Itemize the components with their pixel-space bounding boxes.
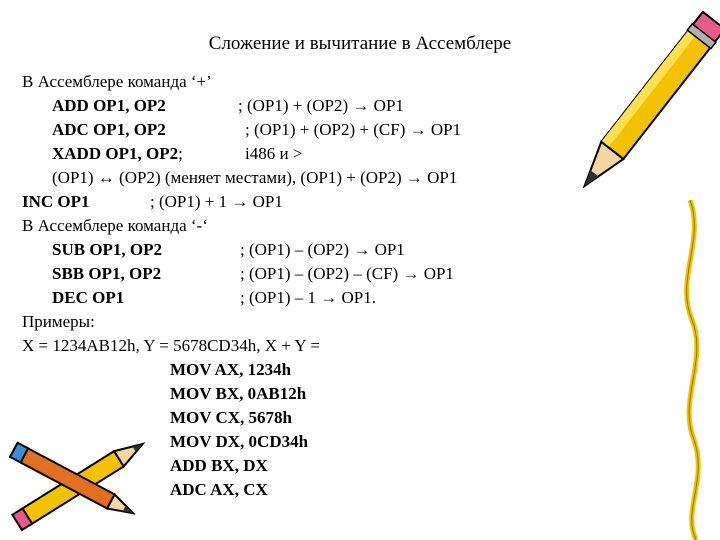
examples-heading: Примеры: xyxy=(22,312,95,331)
minus-intro: В Ассемблере команда ‘-‘ xyxy=(22,216,208,235)
code-line: MOV BX, 0AB12h xyxy=(170,384,307,403)
pencil-icon xyxy=(560,0,720,230)
slide-title: Сложение и вычитание в Ассемблере xyxy=(208,33,512,54)
add-command: ADD OP1, OP2 xyxy=(52,96,166,115)
plus-intro: В Ассемблере команда ‘+’ xyxy=(22,72,212,91)
adc-command: ADC OP1, OP2 xyxy=(52,120,166,139)
squiggle-line-icon xyxy=(670,200,720,540)
dec-comment: ; (OP1) – 1 → OP1. xyxy=(240,288,377,307)
code-line: ADD BX, DX xyxy=(170,456,268,475)
sub-comment: ; (OP1) – (OP2) → OP1 xyxy=(240,240,405,259)
xadd-line xyxy=(52,144,183,164)
code-line: MOV AX, 1234h xyxy=(170,360,292,379)
sbb-comment: ; (OP1) – (OP2) – (CF) → OP1 xyxy=(240,264,454,283)
inc-comment: ; (OP1) + 1 → OP1 xyxy=(150,192,283,211)
inc-command: INC OP1 xyxy=(22,192,90,211)
adc-comment: ; (OP1) + (OP2) + (CF) → OP1 xyxy=(245,120,462,139)
code-line: ADC AX, CX xyxy=(170,480,268,499)
add-comment: ; (OP1) + (OP2) → OP1 xyxy=(238,96,404,115)
xadd-command: XADD OP1, OP2 xyxy=(52,144,179,163)
example-values: X = 1234AB12h, Y = 5678CD34h, X + Y = xyxy=(22,336,320,355)
xadd-comment: i486 и > xyxy=(245,144,303,163)
dec-command: DEC OP1 xyxy=(52,288,125,307)
sub-command: SUB OP1, OP2 xyxy=(52,240,163,259)
code-line: MOV CX, 5678h xyxy=(170,408,292,427)
xadd-semicolon: ; xyxy=(178,144,183,163)
sbb-command: SBB OP1, OP2 xyxy=(52,264,162,283)
crossed-pencils-icon xyxy=(0,420,170,540)
code-line: MOV DX, 0CD34h xyxy=(170,432,309,451)
xadd-description: (OP1) ↔ (OP2) (меняет местами), (OP1) + (OP2) → OP1 xyxy=(52,168,458,187)
